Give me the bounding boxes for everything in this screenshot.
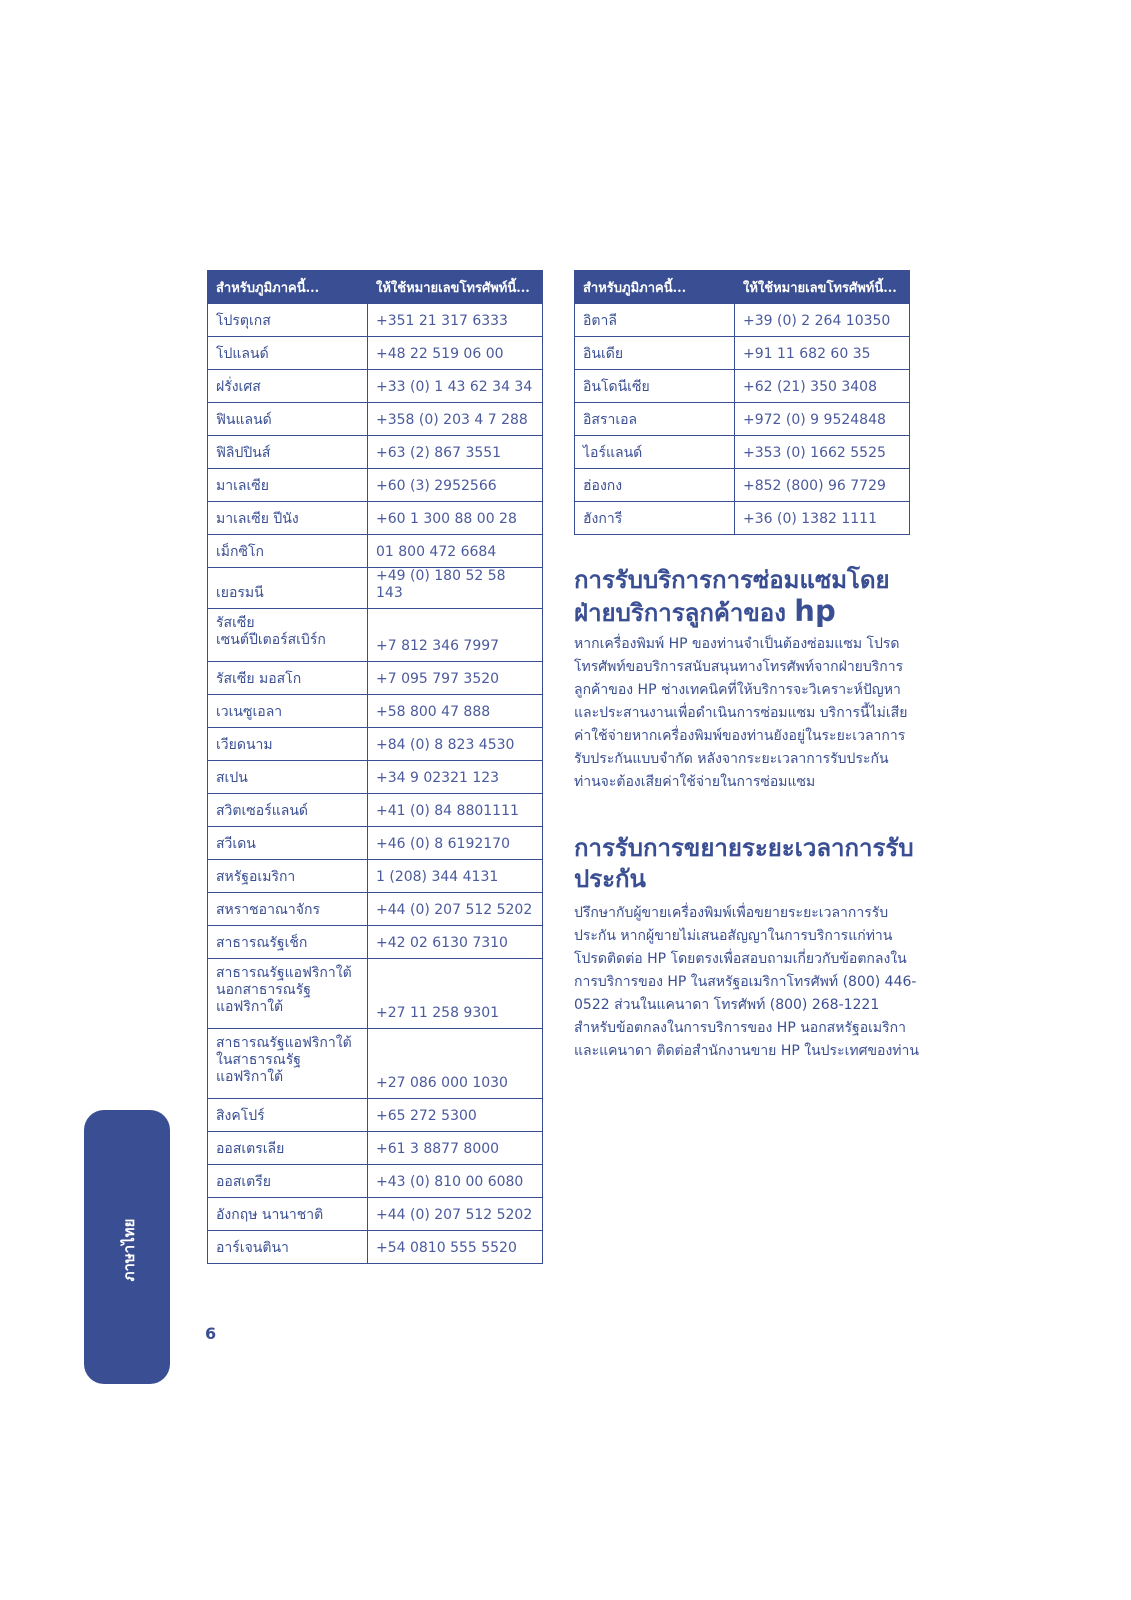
region-cell: เวเนซูเอลา (208, 695, 368, 728)
region-cell: สวิตเซอร์แลนด์ (208, 794, 368, 827)
phone-cell: +84 (0) 8 823 4530 (368, 728, 543, 761)
table-row (575, 304, 910, 337)
region-cell: โปแลนด์ (208, 337, 368, 370)
table-row (208, 1165, 543, 1198)
table-row (208, 1132, 543, 1165)
table-row (575, 370, 910, 403)
phone-cell: +58 800 47 888 (368, 695, 543, 728)
region-cell: อิสราเอล (575, 403, 735, 436)
table-row (208, 695, 543, 728)
table-row (208, 1029, 543, 1099)
table-row (208, 1099, 543, 1132)
phone-cell: +972 (0) 9 9524848 (735, 403, 910, 436)
region-cell: สิงคโปร์ (208, 1099, 368, 1132)
table-row (575, 469, 910, 502)
table-row (208, 609, 543, 662)
page-number: 6 (205, 1324, 217, 1343)
region-cell: สหรัฐอเมริกา (208, 860, 368, 893)
region-cell: ฮังการี (575, 502, 735, 535)
table-row (208, 1198, 543, 1231)
table-row (208, 893, 543, 926)
phone-cell: +34 9 02321 123 (368, 761, 543, 794)
phone-cell: +62 (21) 350 3408 (735, 370, 910, 403)
phone-cell: +36 (0) 1382 1111 (735, 502, 910, 535)
table-row (575, 502, 910, 535)
region-cell: เม็กซิโก (208, 535, 368, 568)
table-row (208, 535, 543, 568)
region-cell: อินเดีย (575, 337, 735, 370)
phone-cell: +49 (0) 180 52 58 143 (368, 568, 543, 609)
phone-cell: +63 (2) 867 3551 (368, 436, 543, 469)
region-cell: ออสเตรีย (208, 1165, 368, 1198)
table-row (208, 761, 543, 794)
phone-cell: +46 (0) 8 6192170 (368, 827, 543, 860)
repair-body: หากเครื่องพิมพ์ HP ของท่านจำเป็นต้องซ่อมแซม โปรดโทรศัพท์ขอบริการสนับสนุนทางโทรศัพท์จากฝ่ายบริการลูกค้าของ HP ช่างเทคนิคที่ให้บริการจะวิเคราะห์ปัญหาและประสานงานเพื่อดำเนินการซ่อมแซม บริการนี้ไม่เสียค่าใช้จ่ายหากเครื่องพิมพ์ของท่านยังอยู่ในระยะเวลาการรับประกันแบบจำกัด หลังจากระยะเวลาการรับประกัน ท่านจะต้องเสียค่าใช้จ่ายในการซ่อมแซม (574, 636, 908, 790)
table-header-row (208, 271, 543, 304)
phone-cell: +44 (0) 207 512 5202 (368, 1198, 543, 1231)
phone-cell: +60 (3) 2952566 (368, 469, 543, 502)
header-phone: ให้ใช้หมายเลขโทรศัพท์นี้... (368, 271, 543, 304)
region-cell: อินโดนีเซีย (575, 370, 735, 403)
language-tab-label: ภาษาไทย (120, 1218, 138, 1282)
phone-cell: 01 800 472 6684 (368, 535, 543, 568)
phone-cell: +65 272 5300 (368, 1099, 543, 1132)
table-row (575, 403, 910, 436)
table-row (208, 568, 543, 609)
region-cell: ฟินแลนด์ (208, 403, 368, 436)
region-cell: อาร์เจนตินา (208, 1231, 368, 1264)
phone-cell: +42 02 6130 7310 (368, 926, 543, 959)
repair-heading (574, 565, 914, 629)
phone-cell: +7 812 346 7997 (368, 609, 543, 662)
table-row (208, 728, 543, 761)
table-row (208, 1231, 543, 1264)
phone-cell: +351 21 317 6333 (368, 304, 543, 337)
region-cell: อังกฤษ นานาชาติ (208, 1198, 368, 1231)
table-row (208, 370, 543, 403)
region-cell: สาธารณรัฐแอฟริกาใต้ นอกสาธารณรัฐ แอฟริกาใต้ (208, 959, 368, 1029)
region-cell: มาเลเซีย ปีนัง (208, 502, 368, 535)
phone-cell: +54 0810 555 5520 (368, 1231, 543, 1264)
phone-cell: +61 3 8877 8000 (368, 1132, 543, 1165)
table-row (208, 827, 543, 860)
table-row (575, 337, 910, 370)
region-cell: สวีเดน (208, 827, 368, 860)
region-cell: สหราชอาณาจักร (208, 893, 368, 926)
region-cell: ฝรั่งเศส (208, 370, 368, 403)
table-header-row (575, 271, 910, 304)
region-cell: ฮ่องกง (575, 469, 735, 502)
table-row (208, 794, 543, 827)
table-row (208, 469, 543, 502)
region-cell: ออสเตรเลีย (208, 1132, 368, 1165)
region-cell: รัสเซีย เซนต์ปีเตอร์สเบิร์ก (208, 609, 368, 662)
phone-cell: +27 11 258 9301 (368, 959, 543, 1029)
warranty-body: ปรึกษากับผู้ขายเครื่องพิมพ์เพื่อขยายระยะเวลาการรับประกัน หากผู้ขายไม่เสนอสัญญาในการบริการแก่ท่าน โปรดติดต่อ HP โดยตรงเพื่อสอบถามเกี่ยวกับข้อตกลงในการบริการของ HP ในสหรัฐอเมริกาโทรศัพท์ (800) 446-0522 ส่วนในแคนาดา โทรศัพท์ (800) 268-1221 สำหรับข้อตกลงในการบริการของ HP นอกสหรัฐอเมริกาและแคนาดา ติดต่อสำนักงานขาย HP ในประเทศของท่าน (574, 905, 919, 1059)
phone-cell: +353 (0) 1662 5525 (735, 436, 910, 469)
header-region: สำหรับภูมิภาคนี้... (575, 271, 735, 304)
table-row (208, 860, 543, 893)
phone-cell: +41 (0) 84 8801111 (368, 794, 543, 827)
phone-cell: +27 086 000 1030 (368, 1029, 543, 1099)
header-phone: ให้ใช้หมายเลขโทรศัพท์นี้... (735, 271, 910, 304)
region-cell: สาธารณรัฐแอฟริกาใต้ ในสาธารณรัฐ แอฟริกาใต้ (208, 1029, 368, 1099)
table-row (208, 926, 543, 959)
table-row (208, 959, 543, 1029)
region-cell: อิตาลี (575, 304, 735, 337)
region-cell: โปรตุเกส (208, 304, 368, 337)
repair-heading-line2: ฝ่ายบริการลูกค้าของ (574, 599, 786, 627)
phone-cell: 1 (208) 344 4131 (368, 860, 543, 893)
phone-cell: +60 1 300 88 00 28 (368, 502, 543, 535)
phone-table-right (574, 270, 910, 535)
phone-cell: +39 (0) 2 264 10350 (735, 304, 910, 337)
warranty-heading: การรับการขยายระยะเวลาการรับประกัน (574, 834, 914, 893)
region-cell: สาธารณรัฐเช็ก (208, 926, 368, 959)
table-row (208, 436, 543, 469)
region-cell: รัสเซีย มอสโก (208, 662, 368, 695)
phone-cell: +7 095 797 3520 (368, 662, 543, 695)
phone-cell: +91 11 682 60 35 (735, 337, 910, 370)
table-row (208, 337, 543, 370)
phone-cell: +33 (0) 1 43 62 34 34 (368, 370, 543, 403)
region-cell: สเปน (208, 761, 368, 794)
table-row (208, 304, 543, 337)
phone-cell: +48 22 519 06 00 (368, 337, 543, 370)
phone-cell: +43 (0) 810 00 6080 (368, 1165, 543, 1198)
phone-cell: +44 (0) 207 512 5202 (368, 893, 543, 926)
phone-cell: +852 (800) 96 7729 (735, 469, 910, 502)
region-cell: มาเลเซีย (208, 469, 368, 502)
header-region: สำหรับภูมิภาคนี้... (208, 271, 368, 304)
region-cell: เยอรมนี (208, 568, 368, 609)
region-cell: ไอร์แลนด์ (575, 436, 735, 469)
table-row (575, 436, 910, 469)
hp-logo: hp (794, 594, 836, 628)
region-cell: ฟิลิปปินส์ (208, 436, 368, 469)
repair-heading-line1: การรับบริการการซ่อมแซมโดย (574, 566, 890, 594)
phone-table-left (207, 270, 543, 1264)
table-row (208, 662, 543, 695)
region-cell: เวียดนาม (208, 728, 368, 761)
table-row (208, 403, 543, 436)
phone-cell: +358 (0) 203 4 7 288 (368, 403, 543, 436)
table-row (208, 502, 543, 535)
